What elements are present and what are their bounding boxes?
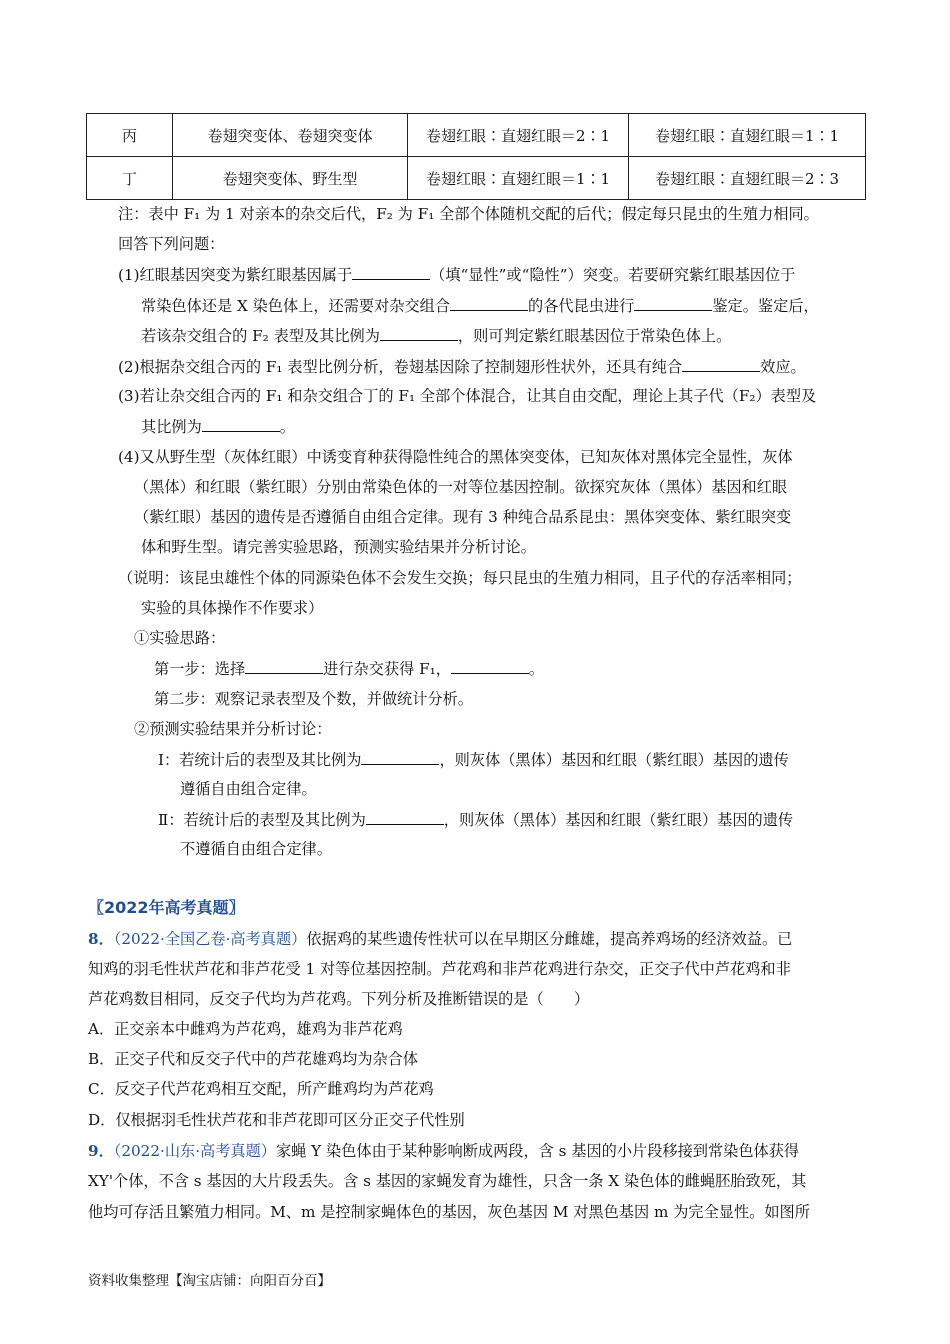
table-cell: 卷翅红眼∶直翅红眼＝2∶1 (408, 114, 629, 157)
result-line: 遵循自由组合定律。 (180, 780, 317, 798)
question-4-line: （黑体）和红眼（紫红眼）分别由常染色体的一对等位基因控制。欲探究灰体（黑体）基因和红眼 (134, 478, 788, 496)
text: ，则灰体（黑体）基因和红眼（紫红眼）基因的遗传 (443, 811, 794, 829)
text: ，则灰体（黑体）基因和红眼（紫红眼）基因的遗传 (439, 751, 789, 769)
table-cell: 卷翅突变体、卷翅突变体 (173, 114, 408, 157)
answer-blank[interactable] (380, 324, 458, 341)
question-number: 8． (88, 930, 114, 948)
text: 鉴定。鉴定后， (712, 297, 819, 315)
question-1-line (118, 263, 795, 286)
answer-blank[interactable] (202, 415, 280, 432)
table-row (87, 114, 866, 157)
text: 第一步：选择 (154, 660, 246, 678)
answer-blank[interactable] (450, 294, 528, 311)
question-9-line: 他均可存活且繁殖力相同。M、m 是控制家蝇体色的基因，灰色基因 M 对黑色基因 m 为完全显性。如图所 (88, 1203, 810, 1221)
table-cell: 卷翅红眼∶直翅红眼＝2∶3 (629, 157, 866, 200)
question-source: （2022·山东·高考真题） (113, 1142, 276, 1160)
section-heading: 〖2022年高考真题〗 (88, 898, 245, 917)
answer-blank[interactable] (361, 748, 439, 765)
question-4-line: 体和野生型。请完善实验思路，预测实验结果并分析讨论。 (141, 538, 536, 556)
answer-blank[interactable] (682, 355, 760, 372)
instruction: 回答下列问题： (118, 235, 225, 253)
option-c[interactable]: C．反交子代芦花鸡相互交配，所产雌鸡均为芦花鸡 (88, 1080, 434, 1098)
table-cell: 卷翅红眼∶直翅红眼＝1∶1 (629, 114, 866, 157)
question-9-line (88, 1140, 799, 1162)
question-4-note: 实验的具体操作不作要求） (141, 599, 324, 617)
table-cell: 丁 (87, 157, 173, 200)
question-1-line (141, 294, 819, 317)
result-line (158, 748, 789, 771)
answer-blank[interactable] (451, 657, 529, 674)
text: （填“显性”或“隐性”）突变。若要研究紫红眼基因位于 (430, 266, 796, 284)
subheading: ②预测实验结果并分析讨论： (134, 720, 332, 738)
text: Ⅱ：若统计后的表型及其比例为 (158, 811, 366, 829)
table-note: 注：表中 F₁ 为 1 对亲本的杂交后代，F₂ 为 F₁ 全部个体随机交配的后代；假定每只昆虫的生殖力相同。 (118, 205, 819, 223)
question-8-line: 知鸡的羽毛性状芦花和非芦花受 1 对等位基因控制。芦花鸡和非芦花鸡进行杂交，正交子代中芦花鸡和非 (88, 960, 791, 978)
question-number: 9． (88, 1142, 114, 1160)
table-row (87, 157, 866, 200)
text: 。 (279, 418, 295, 436)
option-d[interactable]: D．仅根据羽毛性状芦花和非芦花即可区分正交子代性别 (88, 1111, 465, 1129)
step-line (154, 657, 544, 680)
option-a[interactable]: A．正交亲本中雌鸡为芦花鸡，雄鸡为非芦花鸡 (88, 1020, 403, 1038)
question-2-line (118, 355, 806, 378)
subheading: ①实验思路： (134, 629, 226, 647)
question-4-line: （紫红眼）基因的遗传是否遵循自由组合定律。现有 3 种纯合品系昆虫：黑体突变体、紫红眼突变 (134, 508, 792, 526)
answer-blank[interactable] (245, 657, 323, 674)
text: 常染色体还是 X 染色体上，还需要对杂交组合 (141, 297, 451, 315)
text: (2)根据杂交组合丙的 F₁ 表型比例分析，卷翅基因除了控制翅形性状外，还具有纯合 (118, 358, 683, 376)
result-line (158, 808, 793, 831)
table-cell: 卷翅红眼∶直翅红眼＝1∶1 (408, 157, 629, 200)
question-source: （2022·全国乙卷·高考真题） (113, 930, 307, 948)
text: 家蝇 Y 染色体由于某种影响断成两段，含 s 基因的小片段移接到常染色体获得 (275, 1142, 800, 1160)
text: Ⅰ：若统计后的表型及其比例为 (158, 751, 362, 769)
question-3-line: (3)若让杂交组合丙的 F₁ 和杂交组合丁的 F₁ 全部个体混合，让其自由交配，理论上其子代（F₂）表型及 (118, 387, 817, 405)
text: 进行杂交获得 F₁， (323, 660, 451, 678)
question-4-line: (4)又从野生型（灰体红眼）中诱变育种获得隐性纯合的黑体突变体，已知灰体对黑体完全显性，灰体 (118, 448, 793, 466)
text: 若该杂交组合的 F₂ 表型及其比例为 (141, 327, 380, 345)
text: ，则可判定紫红眼基因位于常染色体上。 (457, 327, 732, 345)
question-1-line (141, 324, 731, 347)
option-b[interactable]: B．正交子代和反交子代中的芦花雄鸡均为杂合体 (88, 1050, 419, 1068)
question-9-line: XY'个体，不含 s 基因的大片段丢失。含 s 基因的家蝇发育为雄性，只含一条 X 染色体的雌蝇胚胎致死，其 (88, 1172, 807, 1190)
question-3-line (141, 415, 295, 438)
cross-results-table (86, 113, 866, 200)
table-cell: 丙 (87, 114, 173, 157)
step-line: 第二步：观察记录表型及个数，并做统计分析。 (154, 690, 473, 708)
text: 效应。 (760, 358, 806, 376)
question-4-note: （说明：该昆虫雄性个体的同源染色体不会发生交换；每只昆虫的生殖力相同，且子代的存活率相同； (118, 569, 802, 587)
page-footer: 资料收集整理【淘宝店铺：向阳百分百】 (88, 1273, 331, 1289)
answer-blank[interactable] (352, 263, 430, 280)
text: 依据鸡的某些遗传性状可以在早期区分雌雄，提高养鸡场的经济效益。已 (306, 930, 793, 948)
question-8-line (88, 928, 792, 950)
answer-blank[interactable] (366, 808, 444, 825)
text: (1)红眼基因突变为紫红眼基因属于 (118, 266, 353, 284)
result-line: 不遵循自由组合定律。 (180, 840, 332, 858)
text: 其比例为 (141, 418, 202, 436)
question-8-line: 芦花鸡数目相同，反交子代均为芦花鸡。下列分析及推断错误的是（ ） (88, 990, 590, 1008)
text: 。 (528, 660, 545, 678)
table-cell: 卷翅突变体、野生型 (173, 157, 408, 200)
answer-blank[interactable] (634, 294, 712, 311)
text: 的各代昆虫进行 (528, 297, 635, 315)
